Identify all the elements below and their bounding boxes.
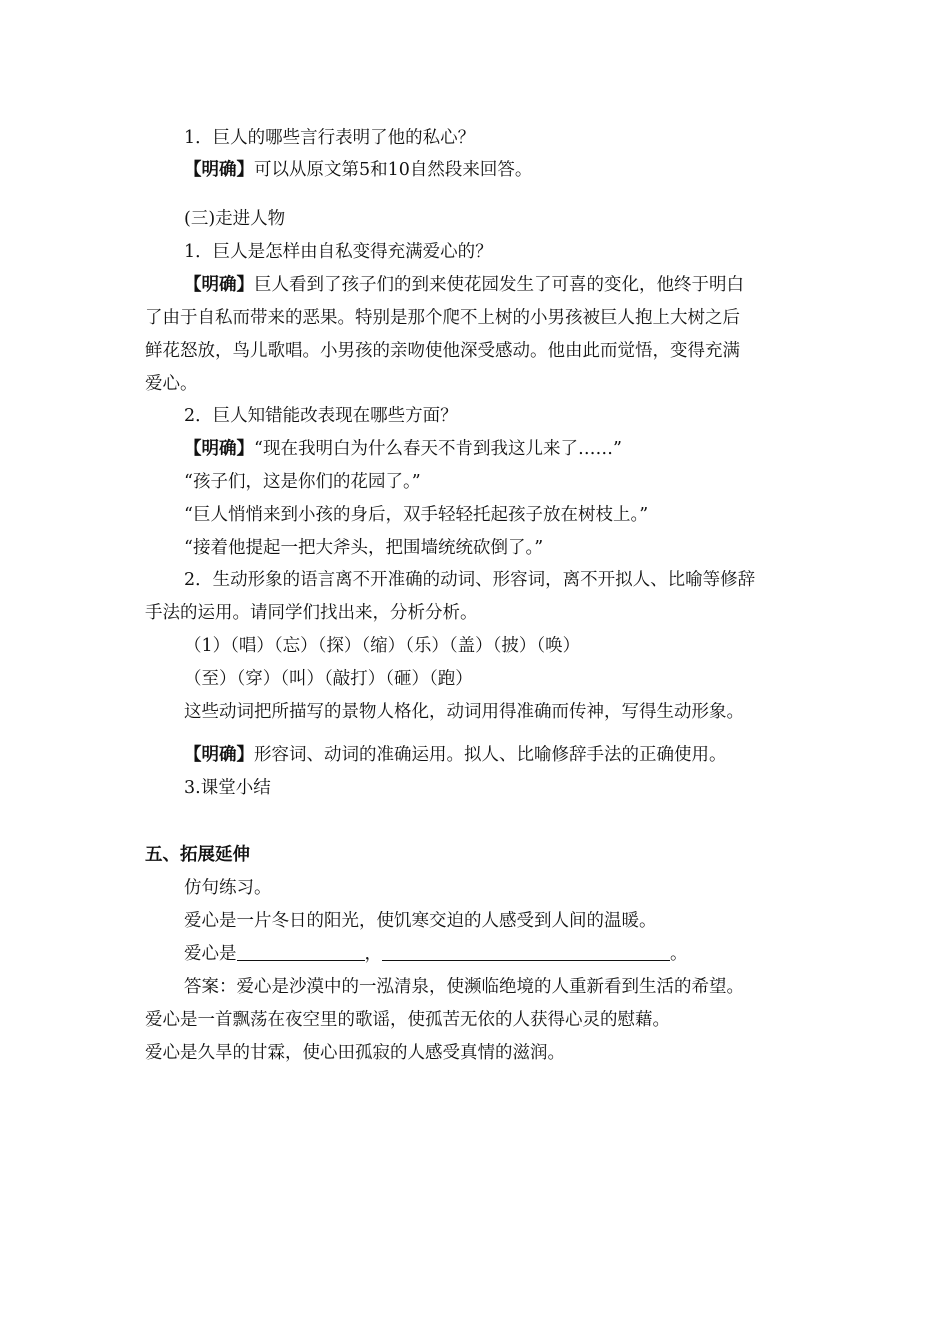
question-3: 2．巨人知错能改表现在哪些方面？ bbox=[184, 406, 458, 426]
answer-4 bbox=[184, 743, 727, 767]
answer-sample-line-2: 爱心是一首飘荡在夜空里的歌谣，使孤苦无依的人获得心灵的慰藉。 bbox=[145, 1010, 670, 1030]
verb-list-line-2: （至）（穿）（叫）（敲打）（砸）（跑） bbox=[184, 669, 473, 689]
verb-note: 这些动词把所描写的景物人格化，动词用得准确而传神，写得生动形象。 bbox=[184, 702, 744, 722]
fill-in-sentence bbox=[184, 942, 688, 966]
answer-tag: 【明确】 bbox=[184, 275, 254, 295]
answer-3-line-1 bbox=[184, 437, 622, 461]
answer-3-line-2: “孩子们，这是你们的花园了。” bbox=[184, 472, 421, 492]
fill-in-period: 。 bbox=[670, 944, 688, 964]
answer-text: 可以从原文第5和10自然段来回答。 bbox=[254, 160, 533, 180]
example-sentence: 爱心是一片冬日的阳光，使饥寒交迫的人感受到人间的温暖。 bbox=[184, 911, 657, 931]
answer-tag: 【明确】 bbox=[184, 160, 254, 180]
section-heading-3: (三)走进人物 bbox=[184, 209, 286, 229]
verb-list-line-1: （1）（唱）（忘）（探）（缩）（乐）（盖）（披）（唤） bbox=[184, 636, 581, 656]
question-4-line-1: 2．生动形象的语言离不开准确的动词、形容词，离不开拟人、比喻等修辞 bbox=[184, 570, 756, 590]
question-1: 1．巨人的哪些言行表明了他的私心？ bbox=[184, 128, 476, 148]
answer-2-line-1 bbox=[184, 273, 744, 297]
answer-text: 巨人看到了孩子们的到来使花园发生了可喜的变化，他终于明白 bbox=[254, 275, 744, 295]
answer-tag: 【明确】 bbox=[184, 439, 254, 459]
answer-text: “现在我明白为什么春天不肯到我这儿来了……” bbox=[254, 439, 622, 459]
answer-3-line-4: “接着他提起一把大斧头，把围墙统统砍倒了。” bbox=[184, 538, 544, 558]
fill-in-prefix: 爱心是 bbox=[184, 944, 237, 964]
answer-2-line-3: 鲜花怒放，鸟儿歌唱。小男孩的亲吻使他深受感动。他由此而觉悟，变得充满 bbox=[145, 341, 740, 361]
class-summary: 3.课堂小结 bbox=[184, 778, 271, 798]
question-4-line-2: 手法的运用。请同学们找出来，分析分析。 bbox=[145, 603, 478, 623]
answer-2-line-4: 爱心。 bbox=[145, 374, 198, 394]
answer-1 bbox=[184, 158, 532, 182]
answer-3-line-3: “巨人悄悄来到小孩的身后，双手轻轻托起孩子放在树枝上。” bbox=[184, 505, 649, 525]
answer-tag: 【明确】 bbox=[184, 745, 254, 765]
answer-blank-2[interactable] bbox=[382, 942, 670, 961]
question-2: 1．巨人是怎样由自私变得充满爱心的？ bbox=[184, 242, 493, 262]
answer-sample-line-1: 答案：爱心是沙漠中的一泓清泉，使濒临绝境的人重新看到生活的希望。 bbox=[184, 977, 744, 997]
section-heading-5: 五、拓展延伸 bbox=[145, 845, 250, 865]
answer-sample-line-3: 爱心是久旱的甘霖，使心田孤寂的人感受真情的滋润。 bbox=[145, 1043, 565, 1063]
fill-in-comma: ， bbox=[364, 944, 382, 964]
exercise-title: 仿句练习。 bbox=[184, 878, 272, 898]
answer-2-line-2: 了由于自私而带来的恶果。特别是那个爬不上树的小男孩被巨人抱上大树之后 bbox=[145, 308, 740, 328]
answer-text: 形容词、动词的准确运用。拟人、比喻修辞手法的正确使用。 bbox=[254, 745, 727, 765]
answer-blank-1[interactable] bbox=[237, 942, 365, 961]
